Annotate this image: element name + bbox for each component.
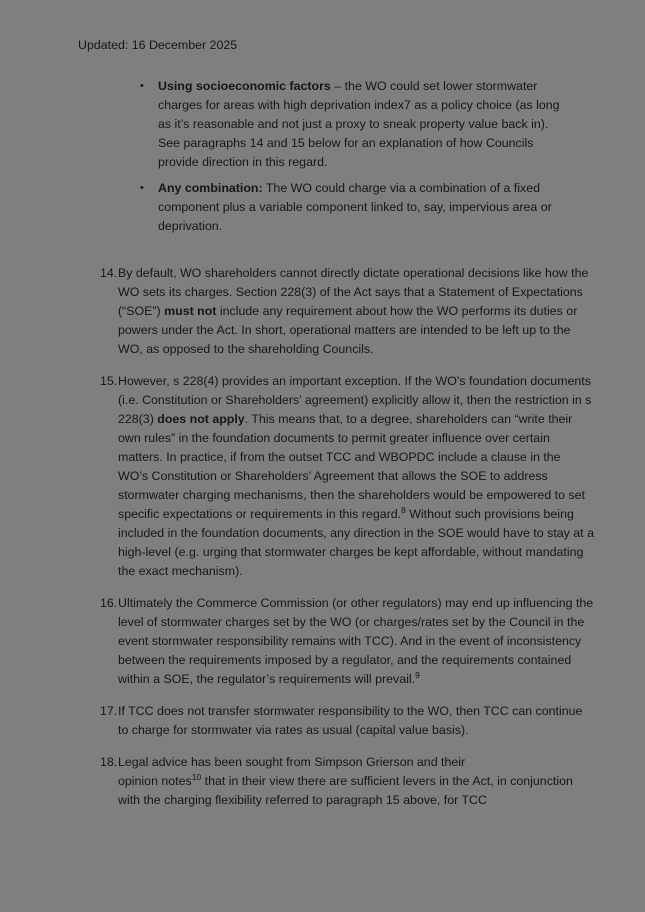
text-segment: opinion notes (118, 774, 192, 788)
text-segment: Legal advice has been sought from Simpson Grierson and their (118, 755, 466, 769)
emphasized-text-segment: Any combination: (158, 181, 263, 195)
numbered-paragraph-list (100, 264, 594, 823)
text-segment: Without such provisions being included in the foundation documents, any direction in the SOE would have to stay at a high-level (e.g. urging that stormwater charges be kept affordable, without mandating the exact mechanism). (118, 507, 594, 578)
text-segment: . This means that, to a degree, shareholders can “write their own rules” in the foundation documents to permit greater influence over certain matters. In practice, if from the outset TCC and WBOPDC include a clause in the WO’s Constitution or Shareholders’ Agreement that allows the SOE to address stormwater charging mechanisms, then the shareholders would be empowered to set specific expectations or requirements in this regard. (118, 412, 585, 521)
paragraph-text (118, 702, 594, 740)
text-segment: However, s 228(4) provides an important exception. If the WO’s foundation documents (i.e. Constitution or Shareholders’ agreement) explicitly allow it, then the restriction in s 228(3) (118, 374, 592, 426)
paragraph-text (118, 372, 594, 581)
footnote-marker: 8 (401, 504, 406, 515)
emphasized-text-segment: must not (164, 304, 217, 318)
footnote-marker: 10 (191, 771, 202, 782)
paragraph-text (118, 264, 594, 359)
paragraph-number: 15. (100, 374, 118, 388)
bullet-text (158, 179, 568, 236)
emphasized-text-segment: Using socioeconomic factors (158, 79, 331, 93)
text-segment: Ultimately the Commerce Commission (or other regulators) may end up influencing the level of stormwater charges set by the WO (or charges/rates set by the Council in the event stormwater responsibility remains with TCC). And in the event of inconsistency between the requirements imposed by a regulator, and the requirements contained within a SOE, the regulator’s requirements will prevail. (118, 596, 594, 686)
paragraph-number: 16. (100, 596, 118, 610)
text-segment: include any requirement about how the WO performs its duties or powers under the Act. In short, operational matters are intended to be left up to the WO, as opposed to the shareholding Councils. (118, 304, 578, 356)
bullet-list (140, 77, 568, 243)
paragraph-item (100, 702, 594, 740)
updated-date: Updated: 16 December 2025 (78, 38, 238, 52)
paragraph-text (118, 594, 594, 689)
paragraph-item (100, 372, 594, 581)
bullet-item (140, 77, 568, 172)
text-segment: By default, WO shareholders cannot directly dictate operational decisions like how the WO sets its charges. Section 228(3) of the Act says that a Statement of Expectations (“SOE”) (118, 266, 589, 318)
bullet-marker: • (140, 182, 144, 194)
bullet-text (158, 77, 568, 172)
paragraph-number: 17. (100, 704, 118, 718)
text-segment: – the WO could set lower stormwater charges for areas with high deprivation index7 as a policy choice (as long as it’s reasonable and not just a proxy to sneak property value back in). See paragraphs 14 and 15 below for an explanation of how Councils provide direction in this regard. (158, 79, 560, 169)
bullet-item (140, 179, 568, 236)
text-segment: The WO could charge via a combination of a fixed component plus a variable component linked to, say, impervious area or deprivation. (158, 181, 552, 233)
paragraph-item (100, 594, 594, 689)
footnote-marker: 9 (415, 669, 420, 680)
text-segment: If TCC does not transfer stormwater responsibility to the WO, then TCC can continue to charge for stormwater via rates as usual (capital value basis). (118, 704, 583, 737)
paragraph-number: 14. (100, 266, 118, 280)
emphasized-text-segment: does not apply (157, 412, 245, 426)
paragraph-number: 18. (100, 755, 118, 769)
bullet-marker: • (140, 80, 144, 92)
paragraph-text (118, 753, 594, 810)
text-segment: that in their view there are sufficient levers in the Act, in conjunction with the charging flexibility referred to paragraph 15 above, for TCC (118, 774, 573, 807)
paragraph-item (100, 753, 594, 810)
paragraph-item (100, 264, 594, 359)
